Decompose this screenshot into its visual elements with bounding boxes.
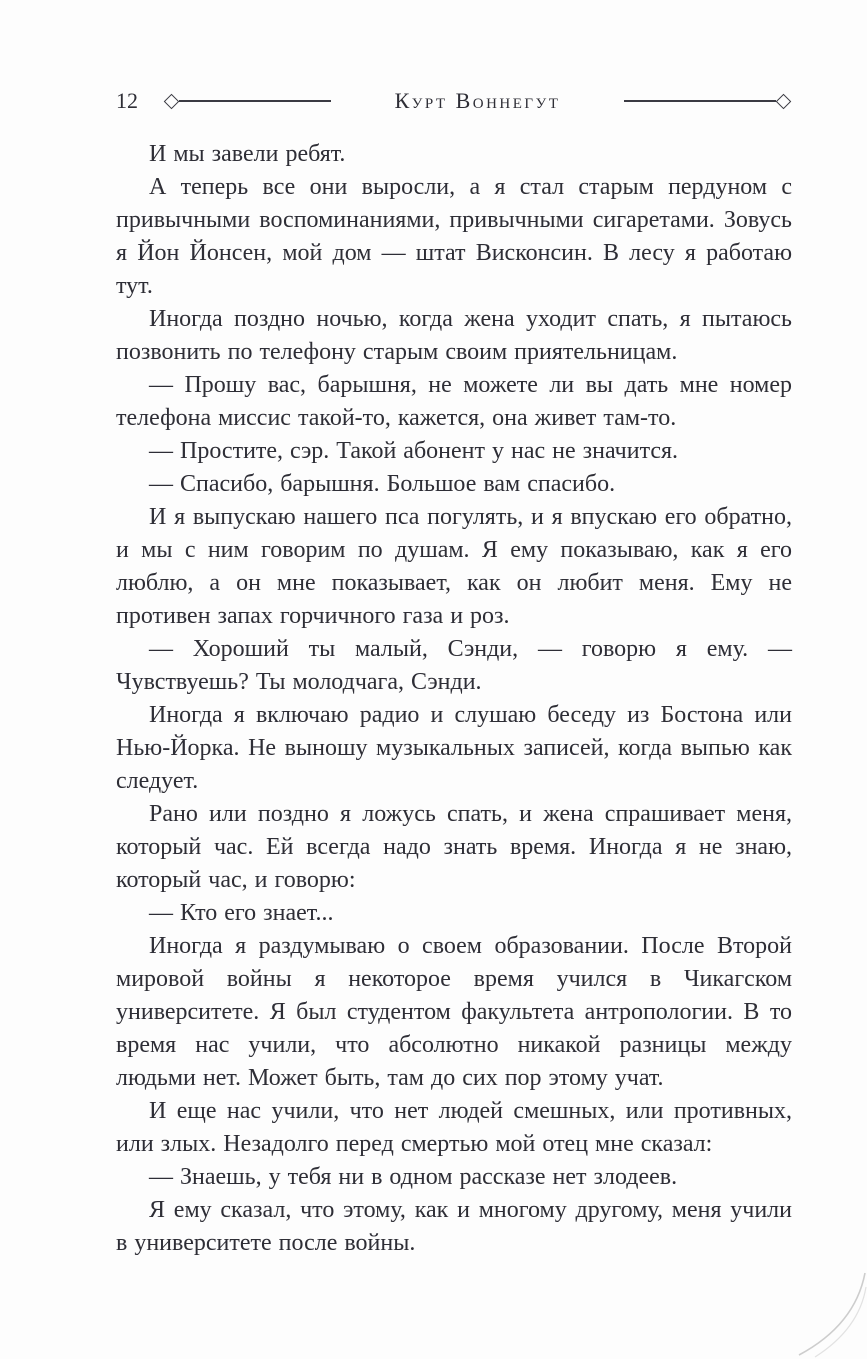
paragraph-dialogue: — Хороший ты малый, Сэнди, — говорю я ему. — Чувствуешь? Ты молодчага, Сэнди. [116,636,792,695]
paragraph: И мы завели ребят. [149,141,346,167]
running-head-title: Курт Воннегут [394,88,561,113]
paragraph: Я ему сказал, что этому, как и многому другому, меня учили в университете после войны. [116,1197,792,1256]
diamond-ornament-left-icon [164,93,180,109]
paragraph-dialogue: — Спасибо, барышня. Большое вам спасибо. [149,471,616,497]
paragraph: И еще нас учили, что нет людей смешных, или противных, или злых. Незадолго перед смертью мой отец мне сказал: [116,1098,792,1157]
paragraph-dialogue: — Знаешь, у тебя ни в одном рассказе нет злодеев. [149,1164,678,1190]
paragraph: Рано или поздно я ложусь спать, и жена спрашивает меня, который час. Ей всегда надо знать время. Иногда я не знаю, который час, и говорю: [116,801,792,893]
paragraph: Иногда я включаю радио и слушаю беседу из Бостона или Нью-Йорка. Не выношу музыкальных записей, когда выпью как следует. [116,702,792,794]
paragraph-dialogue: — Кто его знает... [149,900,334,926]
paragraph: А теперь все они выросли, а я стал старым пердуном с привычными воспоминаниями, привычными сигаретами. Зовусь я Йон Йонсен, мой дом — штат Висконсин. В лесу я работаю тут. [116,174,792,299]
paragraph-dialogue: — Прошу вас, барышня, не можете ли вы дать мне номер телефона миссис такой-то, кажется, она живет там-то. [116,372,792,431]
paragraph: И я выпускаю нашего пса погулять, и я впускаю его обратно, и мы с ним говорим по душам. Я ему показываю, как я его люблю, а он мне показывает, как он любит меня. Ему не противен запах горчичного газа и роз. [116,504,792,629]
body-text [116,138,792,1260]
diamond-ornament-right-icon [776,93,792,109]
paragraph: Иногда поздно ночью, когда жена уходит спать, я пытаюсь позвонить по телефону старым своим приятельницам. [116,306,792,365]
header-rule-left [179,100,331,101]
header-rule-right [624,100,776,101]
page-number: 12 [116,88,138,113]
paragraph: Иногда я раздумываю о своем образовании. После Второй мировой войны я некоторое время учился в Чикагском университете. Я был студентом факультета антропологии. В то время нас учили, что абсолютно никакой разницы между людьми нет. Может быть, там до сих пор этому учат. [116,933,792,1091]
paragraph-dialogue: — Простите, сэр. Такой абонент у нас не значится. [149,438,679,464]
running-head [116,88,789,114]
page-curl-artifact [789,1267,867,1359]
